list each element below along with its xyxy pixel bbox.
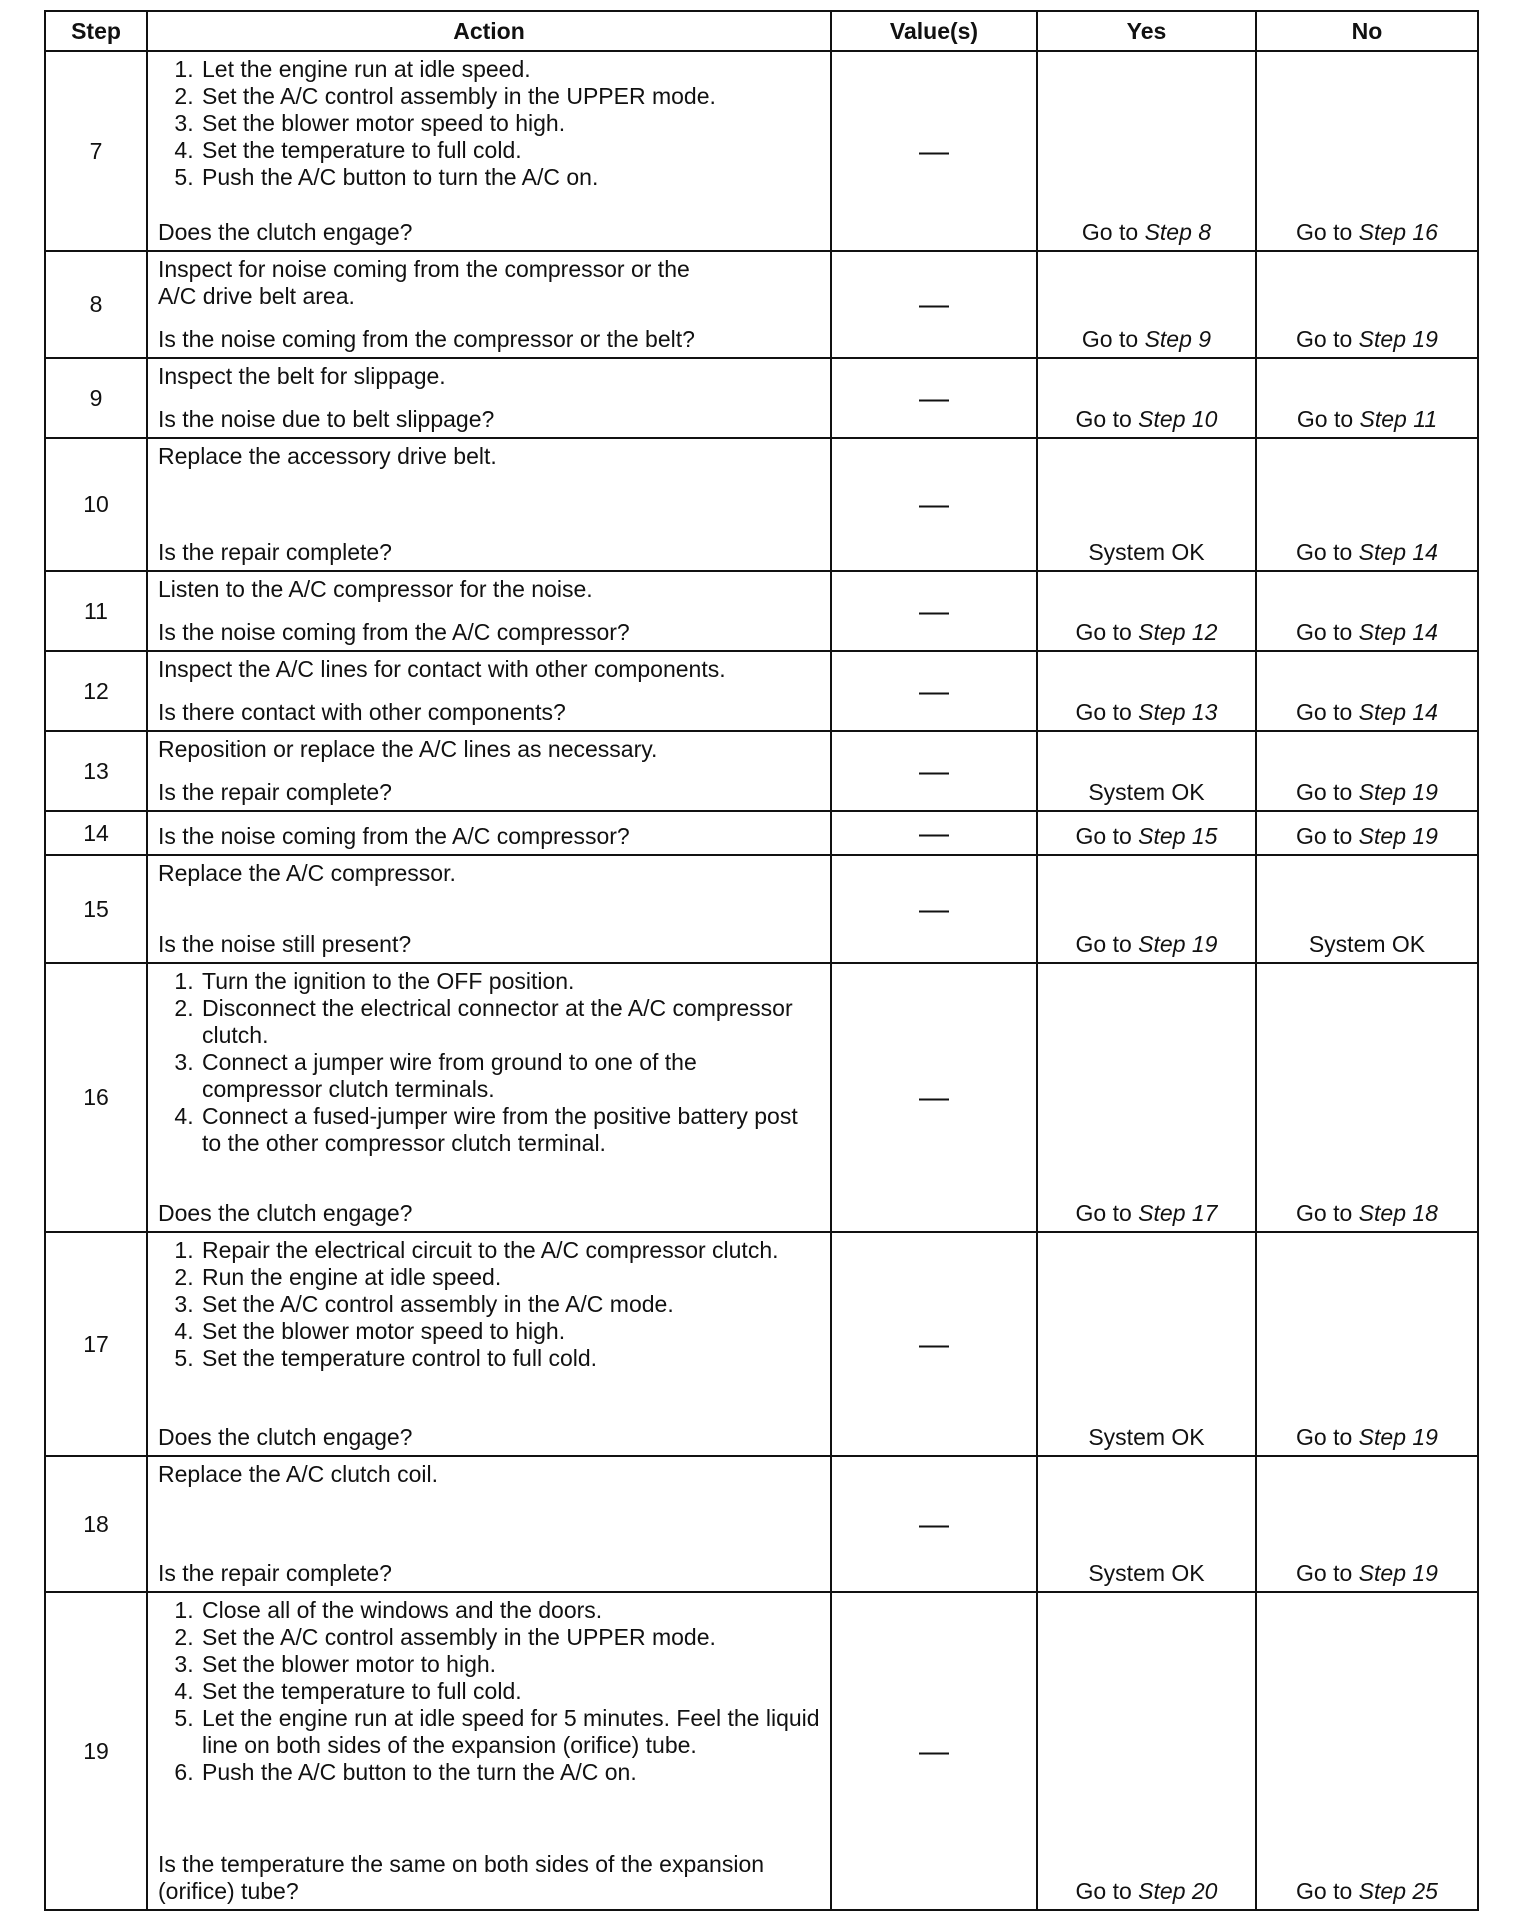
yes-prefix: Go to	[1075, 1200, 1132, 1226]
value-cell: —	[831, 731, 1037, 811]
step-number: 16	[45, 963, 147, 1232]
no-step-link[interactable]: Step 19	[1358, 1560, 1438, 1586]
yes-step-link[interactable]: Step 19	[1138, 931, 1218, 957]
step-number: 15	[45, 855, 147, 963]
no-outcome	[1256, 731, 1478, 811]
no-outcome	[1256, 1232, 1478, 1456]
header-yes: Yes	[1037, 11, 1256, 51]
table-row	[45, 251, 1478, 358]
question-text: Is the noise coming from the A/C compressor?	[158, 823, 630, 849]
value-cell: —	[831, 811, 1037, 855]
list-item: 4. Connect a fused-jumper wire from the positive battery post to the other compressor clutch terminal.	[200, 1103, 822, 1157]
action-content	[158, 56, 822, 246]
list-item: 6. Push the A/C button to the turn the A/C on.	[200, 1759, 822, 1786]
value-cell: —	[831, 51, 1037, 251]
yes-prefix: Go to	[1075, 699, 1132, 725]
list-item: 5. Push the A/C button to turn the A/C on.	[200, 164, 822, 191]
no-step-link[interactable]: Step 14	[1358, 539, 1438, 565]
list-item: 1. Let the engine run at idle speed.	[200, 56, 822, 83]
list-item: 3. Set the blower motor to high.	[200, 1651, 822, 1678]
yes-step-link[interactable]: Step 9	[1144, 326, 1212, 352]
yes-outcome	[1037, 731, 1256, 811]
procedure-list	[158, 1597, 822, 1786]
action-content	[158, 816, 822, 850]
no-outcome	[1256, 963, 1478, 1232]
step-number: 11	[45, 571, 147, 651]
question-text: Is the noise still present?	[158, 931, 412, 957]
table-row	[45, 855, 1478, 963]
table-row	[45, 731, 1478, 811]
yes-step-link[interactable]: Step 8	[1144, 219, 1212, 245]
no-step-link[interactable]: Step 14	[1358, 699, 1438, 725]
value-cell: —	[831, 855, 1037, 963]
diagnostic-table-sheet	[44, 10, 1479, 1911]
list-item: 5. Set the temperature control to full cold.	[200, 1345, 822, 1372]
no-step-link[interactable]: Step 19	[1358, 779, 1438, 805]
no-outcome	[1256, 811, 1478, 855]
yes-outcome	[1037, 855, 1256, 963]
action-text: Replace the A/C clutch coil.	[158, 1461, 438, 1487]
yes-outcome	[1037, 571, 1256, 651]
action-text: A/C drive belt area.	[158, 283, 355, 309]
question-text: Is the noise coming from the compressor or the belt?	[158, 326, 695, 352]
yes-outcome	[1037, 1456, 1256, 1592]
table-row	[45, 651, 1478, 731]
no-step-link[interactable]: Step 25	[1358, 1878, 1438, 1904]
value-cell: —	[831, 438, 1037, 571]
question-text: Is the repair complete?	[158, 779, 392, 805]
question-text: Is the temperature the same on both sides of the expansion (orifice) tube?	[158, 1851, 765, 1904]
no-step-link[interactable]: Step 19	[1358, 326, 1438, 352]
action-cell	[147, 855, 831, 963]
action-cell	[147, 438, 831, 571]
table-row	[45, 1232, 1478, 1456]
list-item: 1. Repair the electrical circuit to the A/C compressor clutch.	[200, 1237, 822, 1264]
action-content	[158, 363, 822, 433]
table-body	[45, 51, 1478, 1910]
no-outcome	[1256, 51, 1478, 251]
list-item: 3. Set the A/C control assembly in the A/C mode.	[200, 1291, 822, 1318]
yes-outcome	[1037, 358, 1256, 438]
list-item: 1. Close all of the windows and the doors.	[200, 1597, 822, 1624]
action-cell	[147, 358, 831, 438]
value-cell: —	[831, 1232, 1037, 1456]
question-text: Is the noise coming from the A/C compressor?	[158, 619, 630, 645]
step-number: 19	[45, 1592, 147, 1910]
question-text: Is there contact with other components?	[158, 699, 566, 725]
no-prefix: Go to	[1296, 1424, 1353, 1450]
yes-prefix: System OK	[1088, 1424, 1205, 1450]
no-prefix: System OK	[1308, 931, 1426, 957]
question-text: Is the noise due to belt slippage?	[158, 406, 495, 432]
value-cell: —	[831, 251, 1037, 358]
yes-prefix: Go to	[1075, 406, 1132, 432]
no-step-link[interactable]: Step 19	[1358, 1424, 1438, 1450]
action-cell	[147, 1456, 831, 1592]
list-item: 3. Set the blower motor speed to high.	[200, 110, 822, 137]
no-outcome	[1256, 855, 1478, 963]
yes-prefix: System OK	[1088, 1560, 1205, 1586]
list-item: 4. Set the temperature to full cold.	[200, 137, 822, 164]
step-number: 10	[45, 438, 147, 571]
table-row	[45, 438, 1478, 571]
value-cell: —	[831, 963, 1037, 1232]
action-text: Inspect the belt for slippage.	[158, 363, 446, 389]
procedure-list	[158, 968, 822, 1157]
no-prefix: Go to	[1296, 1560, 1353, 1586]
step-number: 8	[45, 251, 147, 358]
list-item: 4. Set the blower motor speed to high.	[200, 1318, 822, 1345]
yes-prefix: Go to	[1081, 326, 1139, 352]
procedure-list	[158, 56, 822, 191]
action-content	[158, 1597, 822, 1905]
no-prefix: Go to	[1296, 699, 1353, 725]
no-prefix: Go to	[1296, 779, 1353, 805]
action-content	[158, 576, 822, 646]
yes-prefix: Go to	[1081, 219, 1139, 245]
no-outcome	[1256, 571, 1478, 651]
no-outcome	[1256, 651, 1478, 731]
table-row	[45, 963, 1478, 1232]
action-text: Inspect for noise coming from the compressor or the	[158, 256, 690, 282]
yes-outcome	[1037, 1232, 1256, 1456]
value-cell: —	[831, 571, 1037, 651]
action-cell	[147, 251, 831, 358]
yes-step-link[interactable]: Step 12	[1138, 619, 1218, 645]
yes-prefix: Go to	[1075, 619, 1132, 645]
question-text: Is the repair complete?	[158, 1560, 392, 1586]
header-step: Step	[45, 11, 147, 51]
table-row	[45, 358, 1478, 438]
yes-outcome	[1037, 651, 1256, 731]
action-content	[158, 736, 822, 806]
header-no: No	[1256, 11, 1478, 51]
question-text: Does the clutch engage?	[158, 1200, 413, 1226]
action-content	[158, 443, 822, 566]
action-content	[158, 1461, 822, 1587]
list-item: 1. Turn the ignition to the OFF position.	[200, 968, 822, 995]
no-prefix: Go to	[1296, 219, 1353, 245]
list-item: 5. Let the engine run at idle speed for 5 minutes. Feel the liquid line on both sides of the expansion (orifice) tube.	[200, 1705, 822, 1759]
step-number: 12	[45, 651, 147, 731]
step-number: 18	[45, 1456, 147, 1592]
action-text: Replace the A/C compressor.	[158, 860, 456, 886]
action-content	[158, 860, 822, 958]
no-prefix: Go to	[1296, 619, 1353, 645]
action-cell	[147, 811, 831, 855]
yes-step-link[interactable]: Step 10	[1138, 406, 1218, 432]
action-content	[158, 256, 822, 353]
no-outcome	[1256, 1456, 1478, 1592]
list-item: 2. Disconnect the electrical connector at the A/C compressor clutch.	[200, 995, 822, 1049]
procedure-list	[158, 1237, 822, 1372]
list-item: 4. Set the temperature to full cold.	[200, 1678, 822, 1705]
value-cell: —	[831, 1456, 1037, 1592]
yes-step-link[interactable]: Step 17	[1138, 1200, 1218, 1226]
action-content	[158, 656, 822, 726]
yes-outcome	[1037, 438, 1256, 571]
no-prefix: Go to	[1296, 406, 1354, 432]
header-action: Action	[147, 11, 831, 51]
table-row	[45, 1456, 1478, 1592]
action-content	[158, 968, 822, 1227]
action-cell	[147, 1232, 831, 1456]
no-outcome	[1256, 438, 1478, 571]
value-cell: —	[831, 358, 1037, 438]
question-text: Does the clutch engage?	[158, 1424, 413, 1450]
step-number: 17	[45, 1232, 147, 1456]
action-cell	[147, 963, 831, 1232]
table-row	[45, 51, 1478, 251]
step-number: 14	[45, 811, 147, 855]
no-step-link[interactable]: Step 14	[1358, 619, 1438, 645]
yes-prefix: System OK	[1088, 539, 1205, 565]
value-cell: —	[831, 651, 1037, 731]
no-step-link[interactable]: Step 11	[1359, 406, 1438, 432]
value-cell: —	[831, 1592, 1037, 1910]
no-step-link[interactable]: Step 19	[1358, 823, 1438, 849]
no-prefix: Go to	[1296, 539, 1353, 565]
yes-step-link[interactable]: Step 15	[1138, 823, 1218, 849]
yes-step-link[interactable]: Step 20	[1138, 1878, 1218, 1904]
list-item: 3. Connect a jumper wire from ground to one of the compressor clutch terminals.	[200, 1049, 822, 1103]
table-row	[45, 1592, 1478, 1910]
action-text: Replace the accessory drive belt.	[158, 443, 497, 469]
question-text: Does the clutch engage?	[158, 219, 413, 245]
table-row	[45, 811, 1478, 855]
yes-outcome	[1037, 811, 1256, 855]
action-cell	[147, 51, 831, 251]
no-outcome	[1256, 1592, 1478, 1910]
no-step-link[interactable]: Step 18	[1358, 1200, 1438, 1226]
question-text: Is the repair complete?	[158, 539, 392, 565]
header-values: Value(s)	[831, 11, 1037, 51]
list-item: 2. Run the engine at idle speed.	[200, 1264, 822, 1291]
yes-prefix: System OK	[1088, 779, 1205, 805]
yes-outcome	[1037, 51, 1256, 251]
step-number: 7	[45, 51, 147, 251]
step-number: 9	[45, 358, 147, 438]
no-prefix: Go to	[1296, 823, 1353, 849]
yes-outcome	[1037, 1592, 1256, 1910]
action-cell	[147, 1592, 831, 1910]
action-cell	[147, 651, 831, 731]
yes-prefix: Go to	[1075, 931, 1132, 957]
action-text: Inspect the A/C lines for contact with other components.	[158, 656, 726, 682]
no-prefix: Go to	[1296, 326, 1353, 352]
header-row	[45, 11, 1478, 51]
no-prefix: Go to	[1296, 1878, 1353, 1904]
step-number: 13	[45, 731, 147, 811]
list-item: 2. Set the A/C control assembly in the UPPER mode.	[200, 1624, 822, 1651]
list-item: 2. Set the A/C control assembly in the UPPER mode.	[200, 83, 822, 110]
no-prefix: Go to	[1296, 1200, 1353, 1226]
action-cell	[147, 731, 831, 811]
action-content	[158, 1237, 822, 1451]
diagnostic-table	[44, 10, 1479, 1911]
action-cell	[147, 571, 831, 651]
yes-prefix: Go to	[1075, 1878, 1132, 1904]
no-outcome	[1256, 251, 1478, 358]
yes-step-link[interactable]: Step 13	[1138, 699, 1218, 725]
yes-outcome	[1037, 251, 1256, 358]
yes-outcome	[1037, 963, 1256, 1232]
no-outcome	[1256, 358, 1478, 438]
yes-prefix: Go to	[1075, 823, 1132, 849]
action-text: Listen to the A/C compressor for the noise.	[158, 576, 593, 602]
table-row	[45, 571, 1478, 651]
action-text: Reposition or replace the A/C lines as necessary.	[158, 736, 658, 762]
no-step-link[interactable]: Step 16	[1358, 219, 1438, 245]
